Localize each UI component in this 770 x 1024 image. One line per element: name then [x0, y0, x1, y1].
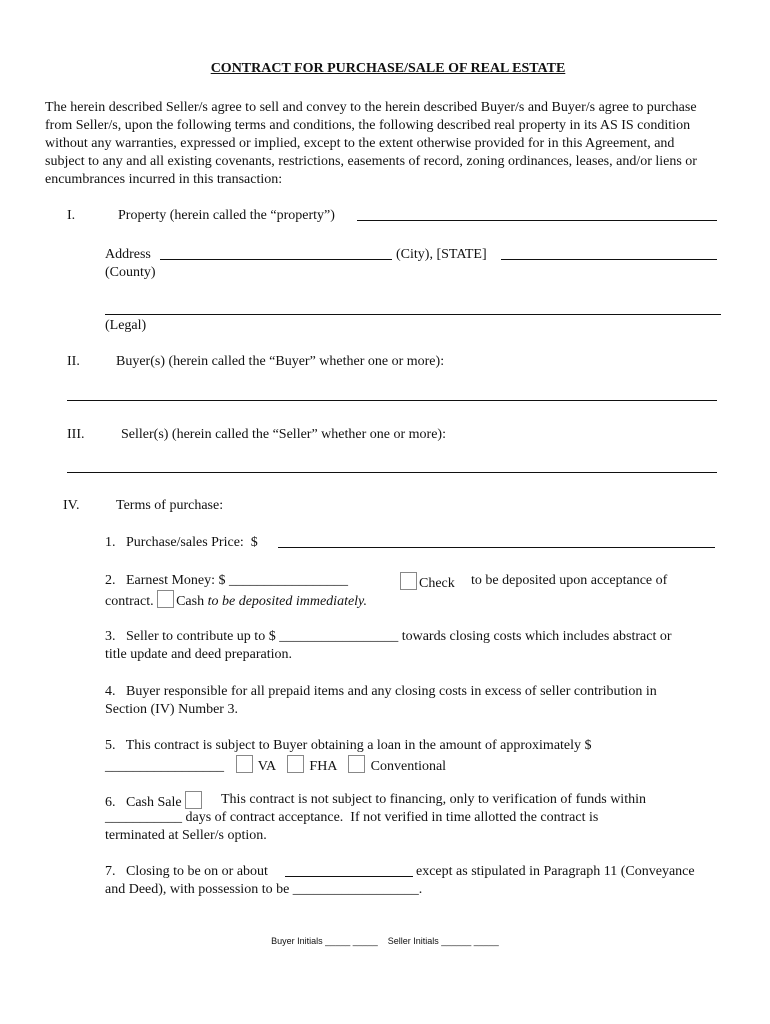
city-state-field[interactable]	[501, 259, 717, 260]
item-6-text-d: terminated at Seller/s option.	[105, 828, 267, 843]
intro-paragraph: The herein described Seller/s agree to sell and convey to the herein described Buyer/s and Buyer/s agree to purchase from Seller/s, upon the following terms and conditions, the following described real property in its AS IS condition without any warranties, expressed or implied, except to the extent otherwise provided for in this Agreement, and subject to any and all existing covenants, restrictions, easements of record, zoning ordinances, leases, and/or liens or encumbrances incurred in this transaction:	[45, 100, 697, 187]
item-7-text-c: and Deed), with possession to be __________________.	[105, 882, 423, 897]
loan-amount-field[interactable]: _________________	[105, 759, 224, 774]
property-field[interactable]	[357, 220, 717, 221]
section-4-number: IV.	[63, 498, 80, 513]
fha-label: FHA	[309, 759, 337, 774]
item-3-text-b: title update and deed preparation.	[105, 647, 292, 662]
address-label: Address	[105, 247, 151, 262]
item-4-text-b: Section (IV) Number 3.	[105, 702, 238, 717]
section-4-label: Terms of purchase:	[116, 498, 224, 513]
item-3-text: 3. Seller to contribute up to $ _________________ towards closing costs which includes abstract or	[105, 629, 672, 644]
cash-sale-checkbox[interactable]	[185, 791, 202, 809]
seller-field[interactable]	[67, 472, 717, 473]
item-6-text-b: This contract is not subject to financing, only to verification of funds within	[221, 792, 646, 807]
address-field[interactable]	[160, 259, 392, 260]
cash-checkbox[interactable]	[157, 590, 174, 608]
item-6-text-c: ___________ days of contract acceptance. If not verified in time allotted the contract is	[105, 810, 599, 825]
va-checkbox[interactable]	[236, 755, 253, 773]
initials-footer: Buyer Initials _____ _____ Seller Initials ______ _____	[271, 936, 499, 946]
conventional-label: Conventional	[370, 759, 447, 774]
item-6-text: 6. Cash Sale	[105, 795, 182, 810]
va-label: VA	[257, 759, 276, 774]
fha-checkbox[interactable]	[287, 755, 304, 773]
conventional-checkbox[interactable]	[348, 755, 365, 773]
item-5-text: 5. This contract is subject to Buyer obtaining a loan in the amount of approximately $	[105, 738, 592, 753]
document-title: CONTRACT FOR PURCHASE/SALE OF REAL ESTATE	[210, 61, 566, 76]
cash-label: Cash	[176, 594, 205, 609]
section-2-number: II.	[67, 354, 80, 369]
section-1-label: Property (herein called the “property”)	[118, 208, 335, 223]
city-state-label: (City), [STATE]	[396, 247, 487, 262]
item-2-text-c: contract.	[105, 594, 154, 609]
legal-label: (Legal)	[105, 318, 147, 333]
section-3-number: III.	[67, 427, 85, 442]
item-2-text-b: to be deposited upon acceptance of	[471, 573, 668, 588]
section-3-label: Seller(s) (herein called the “Seller” whether one or more):	[121, 427, 446, 442]
county-label: (County)	[105, 265, 156, 280]
section-1-number: I.	[67, 208, 76, 223]
item-7-text-b: except as stipulated in Paragraph 11 (Conveyance	[416, 864, 695, 879]
item-1-text: 1. Purchase/sales Price: $	[105, 535, 258, 550]
item-2-text: 2. Earnest Money: $ _________________	[105, 573, 349, 588]
purchase-price-field[interactable]	[278, 547, 715, 548]
item-2-text-d: to be deposited immediately.	[207, 594, 368, 609]
check-checkbox[interactable]	[400, 572, 417, 590]
legal-field[interactable]	[105, 314, 721, 315]
item-4-text: 4. Buyer responsible for all prepaid items and any closing costs in excess of seller contribution in	[105, 684, 657, 699]
check-label: Check	[419, 576, 455, 591]
closing-date-field[interactable]	[285, 876, 413, 877]
item-7-text: 7. Closing to be on or about	[105, 864, 268, 879]
section-2-label: Buyer(s) (herein called the “Buyer” whether one or more):	[116, 354, 445, 369]
buyer-field[interactable]	[67, 400, 717, 401]
